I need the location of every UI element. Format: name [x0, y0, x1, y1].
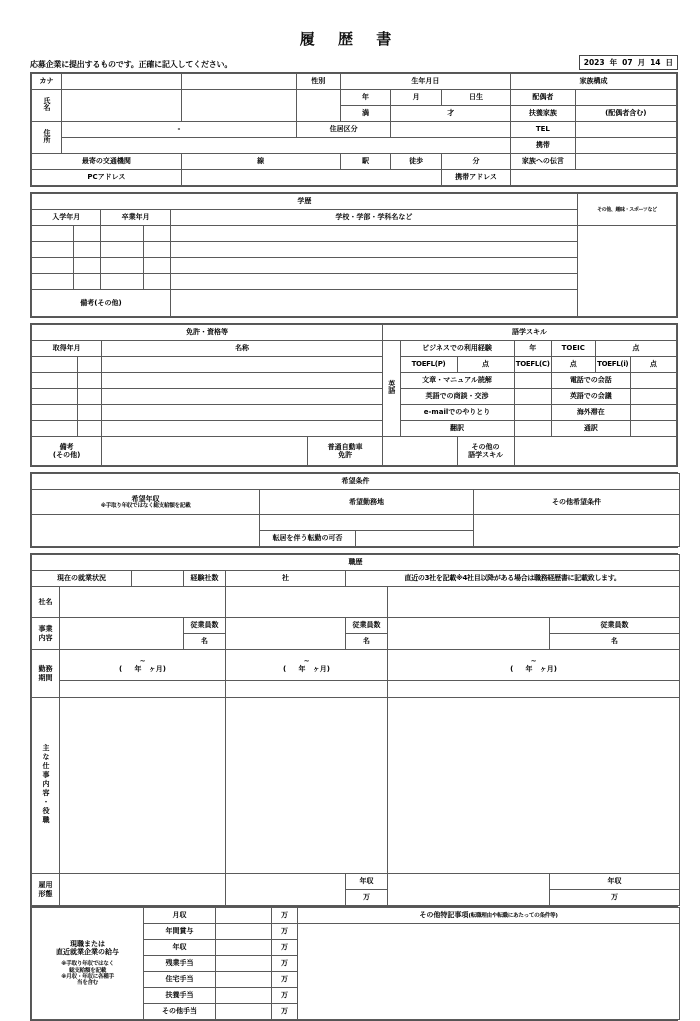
special-notes-header-main: その他特記事項	[419, 911, 469, 920]
hobby-sports-input[interactable]	[577, 226, 676, 317]
conditions-input-row-1	[32, 515, 680, 531]
salary-notes-table	[31, 907, 680, 1020]
salary-unit: 万	[272, 1004, 298, 1020]
license-row	[32, 389, 677, 405]
lang-skill-right-input[interactable]	[630, 421, 676, 437]
lang-skill-right-input[interactable]	[630, 405, 676, 421]
notice-row	[0, 55, 700, 72]
relocation-label: 転居を伴う転勤の可否	[260, 531, 356, 547]
name-label: 氏名	[32, 90, 62, 122]
company-name-input[interactable]	[226, 587, 388, 618]
work-history-note: 直近の3社を記載※4社目以降がある場合は職務経歴書に記載致します。	[346, 571, 680, 587]
salary-item-label: 住宅手当	[144, 972, 216, 988]
mobile-address-input[interactable]	[511, 170, 677, 186]
work-history-section	[30, 553, 678, 907]
license-language-subheader-row	[32, 341, 677, 357]
acquired-month-input[interactable]	[78, 421, 102, 437]
hobby-sports-label: その他、趣味・スポーツなど	[577, 194, 676, 226]
annual-income-input[interactable]: 万	[346, 890, 388, 906]
annual-income-input[interactable]: 万	[550, 890, 680, 906]
acquired-month-input[interactable]	[78, 405, 102, 421]
enroll-year-input[interactable]	[32, 226, 74, 242]
acquired-month-input[interactable]	[78, 389, 102, 405]
license-name-input[interactable]	[102, 357, 383, 373]
toefl-p-label: TOEFL(P)	[400, 357, 457, 373]
school-name-input[interactable]	[170, 258, 577, 274]
salary-unit: 万	[272, 956, 298, 972]
date-day-unit: 日	[665, 58, 673, 67]
kana-label: カナ	[32, 74, 62, 90]
lang-skill-left-input[interactable]	[514, 373, 551, 389]
company-name-input[interactable]	[388, 587, 680, 618]
education-table	[31, 193, 677, 317]
address-row-1	[32, 122, 677, 138]
desired-location-label: 希望勤務地	[260, 490, 474, 515]
walk-minutes-input[interactable]: 分	[441, 154, 510, 170]
business-experience-input[interactable]: 年	[514, 341, 551, 357]
work-history-header: 職歴	[32, 555, 680, 571]
license-name-input[interactable]	[102, 373, 383, 389]
pc-address-label: PCアドレス	[32, 170, 182, 186]
employment-type-row-1	[32, 874, 680, 890]
date-month-unit: 月	[637, 58, 646, 67]
business-content-input[interactable]	[226, 618, 346, 650]
tel-label: TEL	[511, 122, 575, 138]
conditions-section	[30, 472, 678, 548]
lang-skill-left-input[interactable]	[514, 405, 551, 421]
spouse-label: 配偶者	[511, 90, 575, 106]
notice-text: 応募企業に提出するものです。正確に記入してください。	[30, 60, 233, 69]
lang-skill-right-input[interactable]	[630, 389, 676, 405]
enroll-year-input[interactable]	[32, 274, 74, 290]
conditions-header-row	[32, 474, 680, 490]
address-label: 住所	[32, 122, 62, 154]
lang-skill-right-label: 海外滞在	[551, 405, 630, 421]
company-count-label: 経験社数	[184, 571, 226, 587]
graduate-year-input[interactable]	[101, 242, 143, 258]
current-status-label: 現在の就業状況	[32, 571, 132, 587]
school-name-input[interactable]	[170, 242, 577, 258]
date-month-value: 07	[622, 58, 633, 67]
salary-item-label: 扶養手当	[144, 988, 216, 1004]
personal-table	[31, 73, 677, 186]
salary-item-input[interactable]	[216, 956, 272, 972]
graduate-date-label: 卒業年月	[101, 210, 170, 226]
salary-item-input[interactable]	[216, 940, 272, 956]
business-content-input[interactable]	[388, 618, 550, 650]
toefl-p-input[interactable]: 点	[457, 357, 514, 373]
toefl-i-label: TOEFL(i)	[595, 357, 630, 373]
mobile-label: 携帯	[511, 138, 575, 154]
education-row	[32, 226, 677, 242]
toefl-i-input[interactable]: 点	[630, 357, 676, 373]
lang-skill-right-input[interactable]	[630, 373, 676, 389]
email-row	[32, 170, 677, 186]
employment-type-input[interactable]	[226, 874, 346, 906]
employees-label: 従業員数	[184, 618, 226, 634]
lang-skill-right-label: 英語での会議	[551, 389, 630, 405]
date-year-value: 2023	[583, 58, 605, 67]
school-name-input[interactable]	[170, 274, 577, 290]
business-experience-label: ビジネスでの利用経験	[400, 341, 514, 357]
acquired-month-input[interactable]	[78, 373, 102, 389]
graduate-month-input[interactable]	[143, 258, 170, 274]
other-language-skill-label: その他の 語学スキル	[457, 437, 514, 466]
license-name-label: 名称	[102, 341, 383, 357]
enroll-year-input[interactable]	[32, 258, 74, 274]
annual-income-label: 年収	[346, 874, 388, 890]
salary-unit: 万	[272, 940, 298, 956]
education-header-row	[32, 194, 677, 210]
enroll-month-input[interactable]	[74, 226, 101, 242]
address-input[interactable]	[61, 138, 510, 154]
employees-input[interactable]: 名	[346, 634, 388, 650]
work-history-header-row	[32, 555, 680, 571]
name-mei-input[interactable]	[181, 90, 296, 122]
name-row-1	[32, 90, 677, 106]
school-name-input[interactable]	[170, 226, 577, 242]
language-header: 語学スキル	[382, 325, 676, 341]
work-period-input[interactable]: ~ ( 年 ヶ月)	[226, 650, 388, 681]
lang-skill-right-label: 通訳	[551, 421, 630, 437]
birth-day-unit: 日生	[441, 90, 510, 106]
mobile-address-label-text: 携帯アドレス	[455, 173, 497, 182]
employment-type-input[interactable]	[60, 874, 226, 906]
work-period-label: 勤務 期間	[32, 650, 60, 698]
lang-skill-left-input[interactable]	[514, 389, 551, 405]
spouse-input[interactable]	[575, 90, 676, 106]
salary-item-label: 残業手当	[144, 956, 216, 972]
date-year-unit: 年	[609, 58, 618, 67]
salary-unit: 万	[272, 924, 298, 940]
license-remarks-label: 備考 (その他)	[32, 437, 102, 466]
date-day-value: 14	[650, 58, 661, 67]
license-row	[32, 405, 677, 421]
employees-input[interactable]: 名	[184, 634, 226, 650]
graduate-month-input[interactable]	[143, 242, 170, 258]
salary-item-label: 年収	[144, 940, 216, 956]
age-prefix: 満	[340, 106, 391, 122]
work-period-extra-input[interactable]	[60, 681, 226, 698]
salary-item-label: 月収	[144, 908, 216, 924]
enroll-month-input[interactable]	[74, 258, 101, 274]
mobile-input[interactable]	[575, 138, 676, 154]
annual-income-label: 年収	[550, 874, 680, 890]
kana-row	[32, 74, 677, 90]
family-message-input[interactable]	[575, 154, 676, 170]
pc-address-input[interactable]	[181, 170, 441, 186]
personal-section	[30, 72, 678, 187]
license-language-table	[31, 324, 677, 466]
graduate-month-input[interactable]	[143, 226, 170, 242]
desired-salary-input[interactable]	[32, 515, 260, 547]
address-row-2	[32, 138, 677, 154]
main-duties-input[interactable]	[60, 698, 226, 874]
license-row	[32, 357, 677, 373]
license-language-section	[30, 323, 678, 467]
company-name-input[interactable]	[60, 587, 226, 618]
family-message-label: 家族への伝言	[511, 154, 575, 170]
company-name-label: 社名	[32, 587, 60, 618]
acquired-year-input[interactable]	[32, 405, 78, 421]
graduate-year-input[interactable]	[101, 258, 143, 274]
acquired-year-input[interactable]	[32, 373, 78, 389]
acquired-year-input[interactable]	[32, 389, 78, 405]
birth-year-unit: 年	[340, 90, 391, 106]
license-row	[32, 421, 677, 437]
enroll-month-input[interactable]	[74, 242, 101, 258]
work-period-spacer-row	[32, 681, 680, 698]
postal-code-input[interactable]: -	[61, 122, 296, 138]
graduate-year-input[interactable]	[101, 226, 143, 242]
license-header: 免許・資格等	[32, 325, 383, 341]
main-duties-row	[32, 698, 680, 874]
employees-label: 従業員数	[550, 618, 680, 634]
business-content-label: 事業 内容	[32, 618, 60, 650]
lang-skill-left-label: 文章・マニュアル読解	[400, 373, 514, 389]
birth-month-unit: 月	[391, 90, 442, 106]
lang-skill-right-label: 電話での会話	[551, 373, 630, 389]
enroll-date-label: 入学年月	[32, 210, 101, 226]
company-name-row	[32, 587, 680, 618]
salary-unit: 万	[272, 908, 298, 924]
family-structure-label: 家族構成	[511, 74, 677, 90]
mobile-address-label	[441, 170, 510, 186]
kana-mei-input[interactable]	[181, 74, 296, 90]
date-field[interactable]	[579, 55, 678, 70]
lang-skill-left-label: 翻訳	[400, 421, 514, 437]
acquired-year-input[interactable]	[32, 421, 78, 437]
gender-input[interactable]	[296, 90, 340, 122]
english-label: 英語	[382, 341, 400, 437]
special-notes-header	[298, 908, 680, 924]
employment-type-label: 雇用 形態	[32, 874, 60, 906]
salary-item-input[interactable]	[216, 924, 272, 940]
current-status-row	[32, 571, 680, 587]
kana-sei-input[interactable]	[61, 74, 181, 90]
gender-label: 性別	[296, 74, 340, 90]
license-language-header-row	[32, 325, 677, 341]
work-period-input[interactable]: ~ ( 年 ヶ月)	[60, 650, 226, 681]
employees-input[interactable]: 名	[550, 634, 680, 650]
lang-skill-left-label: e-mailでのやりとり	[400, 405, 514, 421]
work-period-extra-input[interactable]	[226, 681, 388, 698]
salary-item-input[interactable]	[216, 972, 272, 988]
salary-item-input[interactable]	[216, 1004, 272, 1020]
license-row	[32, 373, 677, 389]
desired-location-input[interactable]	[260, 515, 474, 531]
main-duties-input[interactable]	[388, 698, 680, 874]
page-title: 履 歴 書	[299, 30, 401, 48]
acquired-date-label: 取得年月	[32, 341, 102, 357]
conditions-label-row	[32, 490, 680, 515]
work-period-input[interactable]: ~ ( 年 ヶ月)	[388, 650, 680, 681]
salary-detail-label: 現職または 直近就業企業の給与 ※手取り年収ではなく 総支給額を記載 ※月収・年収に各種手 当を含む	[32, 908, 144, 1020]
salary-item-input[interactable]	[216, 988, 272, 1004]
main-duties-input[interactable]	[226, 698, 388, 874]
license-remarks-input[interactable]	[102, 437, 308, 466]
desired-salary-label: 希望年収 ※手取り年収ではなく総支給額を記載	[32, 490, 260, 515]
lang-skill-left-label: 英語での商談・交渉	[400, 389, 514, 405]
salary-item-label: 年間賞与	[144, 924, 216, 940]
other-conditions-label: その他希望条件	[474, 490, 680, 515]
salary-notes-section	[30, 907, 678, 1021]
work-period-extra-input[interactable]	[388, 681, 680, 698]
toeic-label: TOEIC	[551, 341, 595, 357]
enroll-month-input[interactable]	[74, 274, 101, 290]
company-count-input[interactable]: 社	[226, 571, 346, 587]
residence-type-label: 住居区分	[296, 122, 390, 138]
salary-item-label: その他手当	[144, 1004, 216, 1020]
current-status-input[interactable]	[132, 571, 184, 587]
driver-license-input[interactable]	[382, 437, 457, 466]
education-remarks-label: 備考(その他)	[32, 290, 171, 317]
conditions-table	[31, 473, 680, 547]
relocation-input[interactable]	[356, 531, 474, 547]
employees-label: 従業員数	[346, 618, 388, 634]
license-name-input[interactable]	[102, 405, 383, 421]
transport-row	[32, 154, 677, 170]
enroll-year-input[interactable]	[32, 242, 74, 258]
conditions-header: 希望条件	[32, 474, 680, 490]
birthdate-label: 生年月日	[340, 74, 510, 90]
employment-type-input[interactable]	[388, 874, 550, 906]
residence-type-input[interactable]	[391, 122, 511, 138]
business-content-row-1	[32, 618, 680, 634]
salary-row	[32, 908, 680, 924]
train-line-input[interactable]: 線	[181, 154, 340, 170]
salary-unit: 万	[272, 988, 298, 1004]
name-sei-input[interactable]	[61, 90, 181, 122]
toefl-c-label: TOEFL(C)	[514, 357, 551, 373]
other-language-skill-input[interactable]	[514, 437, 676, 466]
work-history-table	[31, 554, 680, 906]
school-name-label: 学校・学部・学科名など	[170, 210, 577, 226]
license-name-input[interactable]	[102, 389, 383, 405]
license-name-input[interactable]	[102, 421, 383, 437]
acquired-month-input[interactable]	[78, 357, 102, 373]
special-notes-input[interactable]	[298, 924, 680, 1020]
lang-skill-left-input[interactable]	[514, 421, 551, 437]
tel-input[interactable]	[575, 122, 676, 138]
work-period-row	[32, 650, 680, 681]
driver-license-label: 普通自動車 免許	[308, 437, 383, 466]
dependents-note: (配偶者含む)	[575, 106, 676, 122]
education-header: 学歴	[32, 194, 578, 210]
transport-label: 最寄の交通機関	[32, 154, 182, 170]
dependents-label: 扶養家族	[511, 106, 575, 122]
education-section	[30, 192, 678, 318]
graduate-month-input[interactable]	[143, 274, 170, 290]
toeic-input[interactable]: 点	[595, 341, 676, 357]
main-duties-label: 主な仕事内容・役職	[32, 698, 60, 874]
salary-unit: 万	[272, 972, 298, 988]
graduate-year-input[interactable]	[101, 274, 143, 290]
toefl-c-input[interactable]: 点	[551, 357, 595, 373]
salary-item-input[interactable]	[216, 908, 272, 924]
business-content-input[interactable]	[60, 618, 184, 650]
education-remarks-input[interactable]	[170, 290, 577, 317]
walk-label: 徒歩	[391, 154, 442, 170]
acquired-year-input[interactable]	[32, 357, 78, 373]
station-input[interactable]: 駅	[340, 154, 391, 170]
special-notes-header-sub: (転職理由や転職にあたっての条件等)	[468, 913, 558, 920]
age-suffix: 才	[391, 106, 511, 122]
license-remarks-row	[32, 437, 677, 466]
other-conditions-input[interactable]	[474, 515, 680, 547]
